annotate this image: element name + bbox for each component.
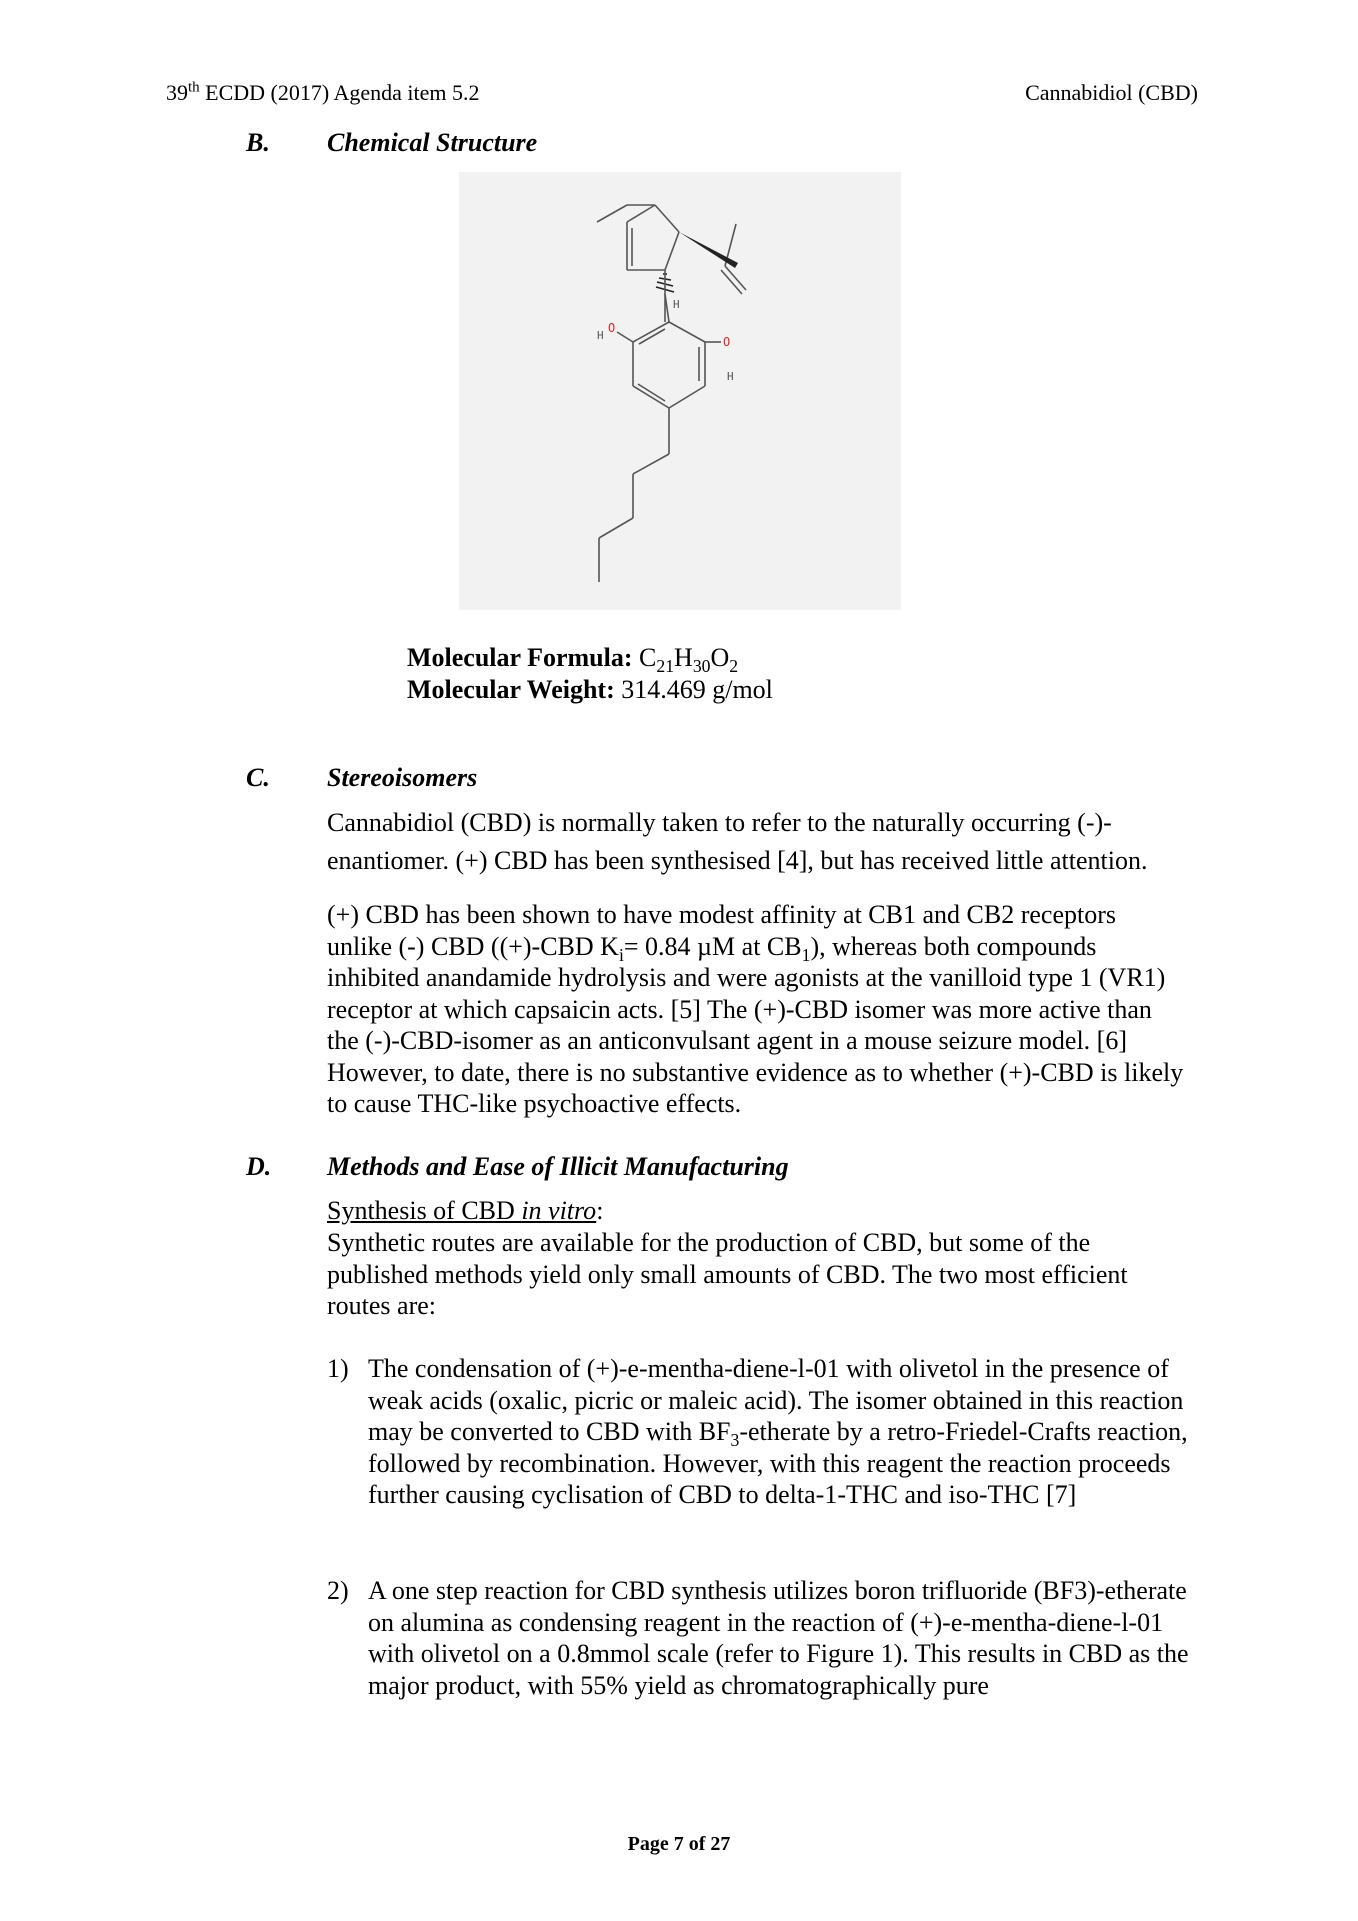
bond-chain-4 <box>599 518 633 538</box>
running-header-left: 39th ECDD (2017) Agenda item 5.2 <box>166 79 480 105</box>
cbd-structure-diagram <box>459 172 901 610</box>
bond-c-o-left <box>617 332 633 342</box>
molecular-weight: Molecular Weight: 314.469 g/mol <box>407 675 773 704</box>
bond-arom-inner-b <box>638 384 665 401</box>
section-c-title: Stereoisomers <box>327 763 478 792</box>
list-item-1-number: 1) <box>327 1354 349 1383</box>
list-item-1-text: The condensation of (+)-e-mentha-diene-l-01 with olivetol in the presence of weak acids (oxalic, picric or maleic acid). The isomer obtained in this reaction may be converted to CBD with $BF_3$-etherate by a retro-Friedel-Crafts reaction, followed by recombination. However, with this reagent the reaction proceeds further causing cyclisation of CBD to delta-1-THC and iso-THC [7] <box>368 1354 1188 1509</box>
section-d-title: Methods and Ease of Illicit Manufacturing <box>327 1152 789 1181</box>
atom-o-right: O <box>723 335 731 349</box>
bond-arom-6 <box>633 322 669 342</box>
section-d-letter: D. <box>246 1152 272 1181</box>
list-item-2-number: 2) <box>327 1576 349 1605</box>
stereoisomers-paragraph-2: (+) CBD has been shown to have modest affinity at CB1 and CB2 receptors unlike (-) CBD ((+)-CBD $K_i= 0.84$ µM at $CB_1$), whereas both compounds inhibited anandamide hydrolysis and were agonists at the vanilloid type 1 (VR1) receptor at which capsaicin acts. [5] The (+)-CBD isomer was more active than the (-)-CBD-isomer as an anticonvulsant agent in a mouse seizure model. [6] However, to date, there is no substantive evidence as to whether (+)-CBD is likely to cause THC-like psychoactive effects. <box>327 900 1184 1118</box>
section-b-letter: B. <box>246 128 270 157</box>
bond-ring-top-left <box>627 205 655 222</box>
section-c-letter: C. <box>246 763 270 792</box>
atom-h-right: H <box>727 370 734 383</box>
bond-ring-upper-right <box>655 205 679 232</box>
page-number: Page 7 of 27 <box>627 1833 731 1855</box>
atom-h-left: H <box>597 329 604 342</box>
synthesis-subheading: Synthesis of CBD in vitro: <box>327 1196 604 1225</box>
atom-o-left: O <box>608 321 616 335</box>
bond-ring-lower-right <box>665 232 679 270</box>
section-b-title: Chemical Structure <box>327 128 538 157</box>
atom-h-stereo: H <box>673 298 680 311</box>
bond-arom-3 <box>669 386 705 408</box>
bond-methyl <box>597 205 627 222</box>
stereoisomers-paragraph-1: Cannabidiol (CBD) is normally taken to refer to the naturally occurring (-)- enantiomer. (+) CBD has been synthesised [4], but has received little attention. <box>327 808 1148 875</box>
chemical-structure-figure <box>459 172 901 610</box>
running-header-right: Cannabidiol (CBD) <box>1025 80 1198 105</box>
bond-arom-4 <box>633 386 669 408</box>
molecular-formula: Molecular Formula: $C_{21}H_{30}O_2$ <box>407 643 739 677</box>
bond-chain-2 <box>633 454 669 474</box>
bond-arom-1 <box>669 322 705 342</box>
synthesis-intro: Synthetic routes are available for the production of CBD, but some of the published methods yield only small amounts of CBD. The two most efficient routes are: <box>327 1228 1128 1320</box>
list-item-2-text: A one step reaction for CBD synthesis utilizes boron trifluoride (BF3)-etherate on alumina as condensing reagent in the reaction of (+)-e-mentha-diene-l-01 with olivetol on a 0.8mmol scale (refer to Figure 1). This results in CBD as the major product, with 55% yield as chromatographically pure <box>368 1576 1189 1700</box>
